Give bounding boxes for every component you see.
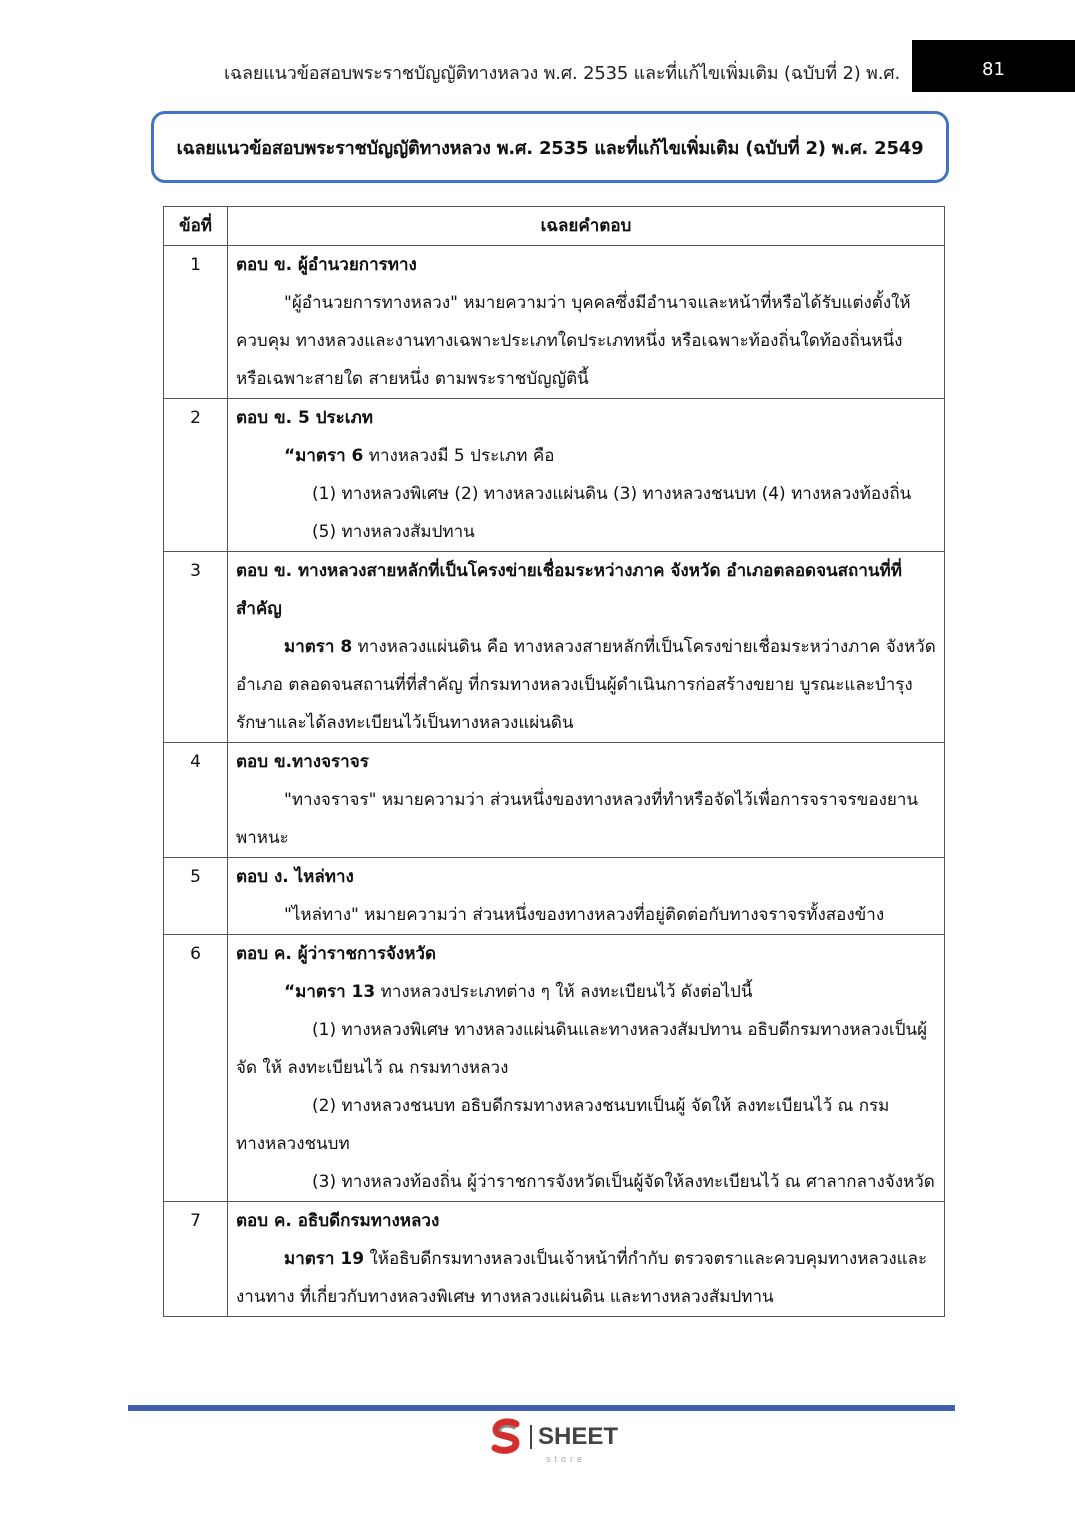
law-section-text: ให้อธิบดีกรมทางหลวงเป็นเจ้าหน้าที่กำกับ ตรวจตราและควบคุมทางหลวงและงานทาง ที่เกี่ยวกับทางหลวงพิเศษ ทางหลวงแผ่นดิน และทางหลวงสัมปทาน — [236, 1249, 928, 1307]
row-number: 1 — [164, 246, 228, 399]
logo-subtext: store — [546, 1454, 587, 1464]
law-section-text: ทางหลวงประเภทต่าง ๆ ให้ ลงทะเบียนไว้ ดังต่อไปนี้ — [375, 982, 753, 1002]
logo-text: SHEET — [538, 1423, 619, 1450]
logo-wordmark — [530, 1423, 619, 1464]
answer-cell — [228, 399, 945, 552]
answer-cell — [228, 743, 945, 858]
law-item: (3) ทางหลวงท้องถิ่น ผู้ว่าราชการจังหวัดเป็นผู้จัดให้ลงทะเบียนไว้ ณ ศาลากลางจังหวัด — [312, 1172, 935, 1192]
law-section-text: ทางหลวงแผ่นดิน คือ ทางหลวงสายหลักที่เป็นโครงข่ายเชื่อมระหว่างภาค จังหวัดอำเภอ ตลอดจนสถานที่ที่สำคัญ ที่กรมทางหลวงเป็นผู้ดำเนินการก่อสร้างขยาย บูรณะและบำรุงรักษาและได้ลงทะเบียนไว้เป็นทางหลวงแผ่นดิน — [236, 637, 936, 733]
s-logo-icon — [488, 1418, 526, 1456]
law-section-label: “มาตรา 6 — [284, 446, 364, 466]
law-item: (2) ทางหลวงชนบท อธิบดีกรมทางหลวงชนบทเป็นผู้ จัดให้ ลงทะเบียนไว้ ณ กรมทางหลวงชนบท — [236, 1096, 890, 1154]
answer-choice: ตอบ ค. ผู้ว่าราชการจังหวัด — [236, 944, 436, 964]
law-section-label: “มาตรา 13 — [284, 982, 376, 1002]
row-number: 5 — [164, 858, 228, 935]
law-section — [236, 628, 936, 742]
answer-choice: ตอบ ง. ไหล่ทาง — [236, 867, 354, 887]
answer-cell — [228, 858, 945, 935]
running-header: เฉลยแนวข้อสอบพระราชบัญญัติทางหลวง พ.ศ. 2535 และที่แก้ไขเพิ่มเติม (ฉบับที่ 2) พ.ศ. — [224, 63, 900, 84]
table-row — [164, 858, 945, 935]
row-number: 6 — [164, 935, 228, 1202]
law-section — [236, 437, 936, 475]
answer-cell — [228, 935, 945, 1202]
page-title-box — [151, 111, 949, 183]
answer-cell — [228, 552, 945, 743]
answer-choice: ตอบ ข.ทางจราจร — [236, 752, 369, 772]
table-header-row — [164, 207, 945, 246]
explanation-text: "ผู้อำนวยการทางหลวง" หมายความว่า บุคคลซึ่งมีอำนาจและหน้าที่หรือได้รับแต่งตั้งให้ควบคุม ทางหลวงและงานทางเฉพาะประเภทใดประเภทหนึ่ง หรือเฉพาะท้องถิ่นใดท้องถิ่นหนึ่ง หรือเฉพาะสายใด สายหนึ่ง ตามพระราชบัญญัตินี้ — [236, 293, 911, 389]
law-section — [236, 1240, 936, 1316]
table-row — [164, 399, 945, 552]
law-section-text: ทางหลวงมี 5 ประเภท คือ — [363, 446, 555, 466]
row-number: 2 — [164, 399, 228, 552]
answer-choice: ตอบ ข. 5 ประเภท — [236, 408, 373, 428]
row-number: 7 — [164, 1202, 228, 1317]
explanation-text: "ทางจราจร" หมายความว่า ส่วนหนึ่งของทางหลวงที่ทำหรือจัดไว้เพื่อการจราจรของยานพาหนะ — [236, 790, 919, 848]
column-header-no: ข้อที่ — [164, 207, 228, 246]
row-number: 4 — [164, 743, 228, 858]
page-title: เฉลยแนวข้อสอบพระราชบัญญัติทางหลวง พ.ศ. 2535 และที่แก้ไขเพิ่มเติม (ฉบับที่ 2) พ.ศ. 2549 — [176, 137, 924, 159]
answer-choice: ตอบ ข. ผู้อำนวยการทาง — [236, 255, 417, 275]
law-section — [236, 973, 936, 1011]
row-number: 3 — [164, 552, 228, 743]
sheet-store-logo — [488, 1417, 619, 1464]
law-section-label: มาตรา 8 — [284, 637, 353, 657]
table-row — [164, 743, 945, 858]
column-header-answer: เฉลยคำตอบ — [228, 207, 945, 246]
law-item: (1) ทางหลวงพิเศษ ทางหลวงแผ่นดินและทางหลวงสัมปทาน อธิบดีกรมทางหลวงเป็นผู้จัด ให้ ลงทะเบียนไว้ ณ กรมทางหลวง — [236, 1020, 928, 1078]
table-row — [164, 1202, 945, 1317]
footer-divider — [128, 1405, 955, 1411]
table-row — [164, 935, 945, 1202]
explanation-text: "ไหล่ทาง" หมายความว่า ส่วนหนึ่งของทางหลวงที่อยู่ติดต่อกับทางจราจรทั้งสองข้าง — [284, 905, 885, 925]
law-section-label: มาตรา 19 — [284, 1249, 365, 1269]
table-row — [164, 552, 945, 743]
law-item: (1) ทางหลวงพิเศษ (2) ทางหลวงแผ่นดิน (3) ทางหลวงชนบท (4) ทางหลวงท้องถิ่น (5) ทางหลวงสัมปทาน — [312, 484, 912, 542]
answer-choice: ตอบ ข. ทางหลวงสายหลักที่เป็นโครงข่ายเชื่อมระหว่างภาค จังหวัด อำเภอตลอดจนสถานที่ที่สำคัญ — [236, 561, 902, 619]
answer-choice: ตอบ ค. อธิบดีกรมทางหลวง — [236, 1211, 440, 1231]
page-number: 81 — [912, 40, 1075, 92]
table-row — [164, 246, 945, 399]
answer-cell — [228, 1202, 945, 1317]
answer-table — [163, 206, 945, 1317]
answer-cell — [228, 246, 945, 399]
